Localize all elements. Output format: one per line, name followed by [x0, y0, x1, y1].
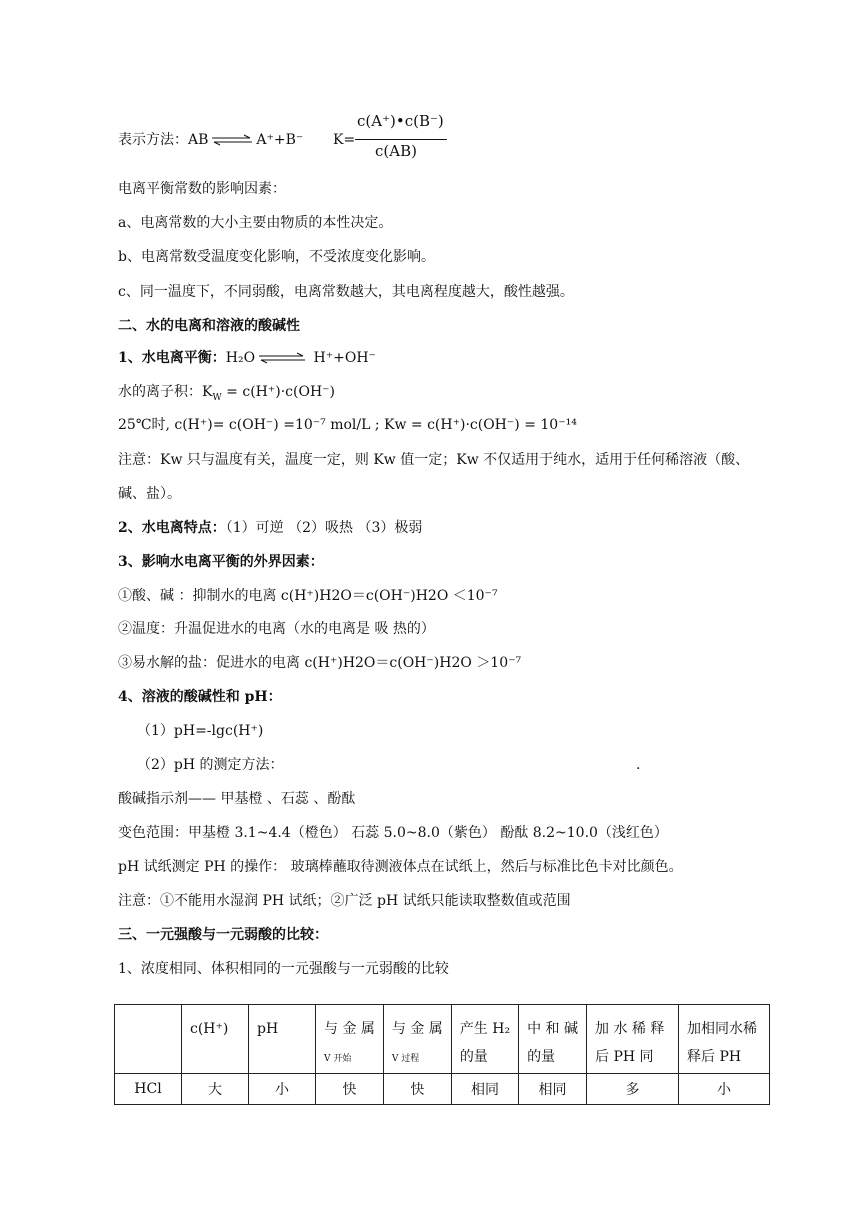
k-label: K= — [333, 132, 356, 148]
factor-salt: ③易水解的盐：促进水的电离 c(H⁺)H2O＝c(OH⁻)H2O ＞10⁻⁷ — [118, 655, 522, 671]
comparison-table — [114, 1004, 770, 1105]
table-header-row — [115, 1005, 770, 1074]
ph-definition: （1）pH=-lgc(H⁺) — [137, 723, 264, 739]
header-cell — [115, 1005, 182, 1074]
section3-heading: 三、一元强酸与一元弱酸的比较： — [118, 927, 328, 943]
water-features-text: （1）可逆 （2）吸热 （3）极弱 — [225, 520, 423, 536]
formula-label: 表示方法： — [118, 132, 188, 148]
factor-acid-base: ①酸、碱 ：抑制水的电离 c(H⁺)H2O＝c(OH⁻)H2O ＜10⁻⁷ — [118, 588, 498, 604]
k-fraction — [335, 112, 455, 164]
note-paper: 注意：①不能用水湿润 PH 试纸；②广泛 pH 试纸只能读取整数值或范围 — [118, 893, 571, 909]
k-numerator: c(A⁺)•c(B⁻) — [357, 112, 444, 130]
water-features — [118, 518, 422, 538]
formula-product: A⁺+B⁻ — [256, 132, 304, 148]
ph-measure: （2）pH 的测定方法： — [137, 757, 284, 773]
header-cell: pH — [249, 1005, 316, 1074]
color-range: 变色范围：甲基橙 3.1~4.4（橙色） 石蕊 5.0~8.0（紫色） 酚酞 8.2~10.0（浅红色） — [118, 825, 668, 841]
note-kw: 注意：Kw 只与温度有关，温度一定，则 Kw 值一定；Kw 不仅适用于纯水，适用于任何稀溶液（酸、 — [118, 452, 750, 468]
water-equilibrium — [118, 348, 376, 368]
table-cell: HCl — [115, 1074, 182, 1105]
section3-sub1: 1、浓度相同、体积相同的一元强酸与一元弱酸的比较 — [118, 961, 449, 977]
water-reactant: H₂O — [225, 350, 256, 366]
k-denominator: c(AB) — [375, 142, 417, 160]
water-features-label: 2、水电离特点： — [118, 520, 226, 536]
factor-temperature: ②温度：升温促进水的电离（水的电离是 吸 热的） — [118, 621, 435, 637]
factor-a: a、电离常数的大小主要由物质的本性决定。 — [118, 215, 393, 231]
water-products: H⁺+OH⁻ — [313, 350, 376, 366]
header-cell: 加 水 稀 释 后 PH 同 — [587, 1005, 679, 1074]
kw-subscript: W — [212, 392, 222, 403]
indicators: 酸碱指示剂—— 甲基橙 、石蕊 、酚酞 — [118, 791, 356, 807]
table-row — [115, 1074, 770, 1105]
header-cell: c(H⁺) — [182, 1005, 249, 1074]
formula-reactant: AB — [188, 132, 209, 148]
ph-paper: pH 试纸测定 PH 的操作： 玻璃棒蘸取待测液体点在试纸上，然后与标准比色卡对比颜色。 — [118, 859, 683, 875]
table-cell: 小 — [249, 1074, 316, 1105]
external-factors-title: 3、影响水电离平衡的外界因素： — [118, 554, 324, 570]
table-cell: 大 — [182, 1074, 249, 1105]
table-cell: 快 — [383, 1074, 451, 1105]
equilibrium-arrow-icon — [212, 134, 252, 146]
table-cell: 多 — [587, 1074, 679, 1105]
table-cell: 相同 — [519, 1074, 587, 1105]
kw-definition — [118, 382, 335, 402]
factor-b: b、电离常数受温度变化影响，不受浓度变化影响。 — [118, 249, 435, 265]
header-cell: 加相同水稀 释后 PH — [679, 1005, 770, 1074]
header-cell: 与 金 属 V 开始 — [316, 1005, 384, 1074]
fraction-bar — [355, 139, 447, 140]
table-cell: 小 — [679, 1074, 770, 1105]
equilibrium-arrow-icon — [259, 352, 305, 364]
at-25c: 25℃时, c(H⁺)= c(OH⁻) =10⁻⁷ mol/L ; Kw = c(H⁺)·c(OH⁻) = 10⁻¹⁴ — [118, 417, 577, 433]
factors-title: 电离平衡常数的影响因素： — [118, 181, 286, 197]
water-equilibrium-label: 1、水电离平衡： — [118, 350, 226, 366]
ph-measure-dot: . — [636, 757, 641, 773]
ph-title: 4、溶液的酸碱性和 pH： — [118, 689, 282, 705]
kw-expression: = c(H⁺)·c(OH⁻) — [221, 384, 336, 400]
kw-label: 水的离子积：K — [118, 384, 213, 400]
header-cell: 中 和 碱 的量 — [519, 1005, 587, 1074]
header-cell: 与 金 属 V 过程 — [383, 1005, 451, 1074]
section2-heading: 二、水的电离和溶液的酸碱性 — [118, 318, 300, 334]
table-cell: 快 — [316, 1074, 384, 1105]
ionization-formula — [118, 130, 303, 150]
note-kw-cont: 碱、盐）。 — [118, 486, 181, 502]
factor-c: c、同一温度下，不同弱酸，电离常数越大，其电离程度越大，酸性越强。 — [118, 284, 574, 300]
table-cell: 相同 — [451, 1074, 518, 1105]
header-cell: 产生 H₂ 的量 — [451, 1005, 518, 1074]
